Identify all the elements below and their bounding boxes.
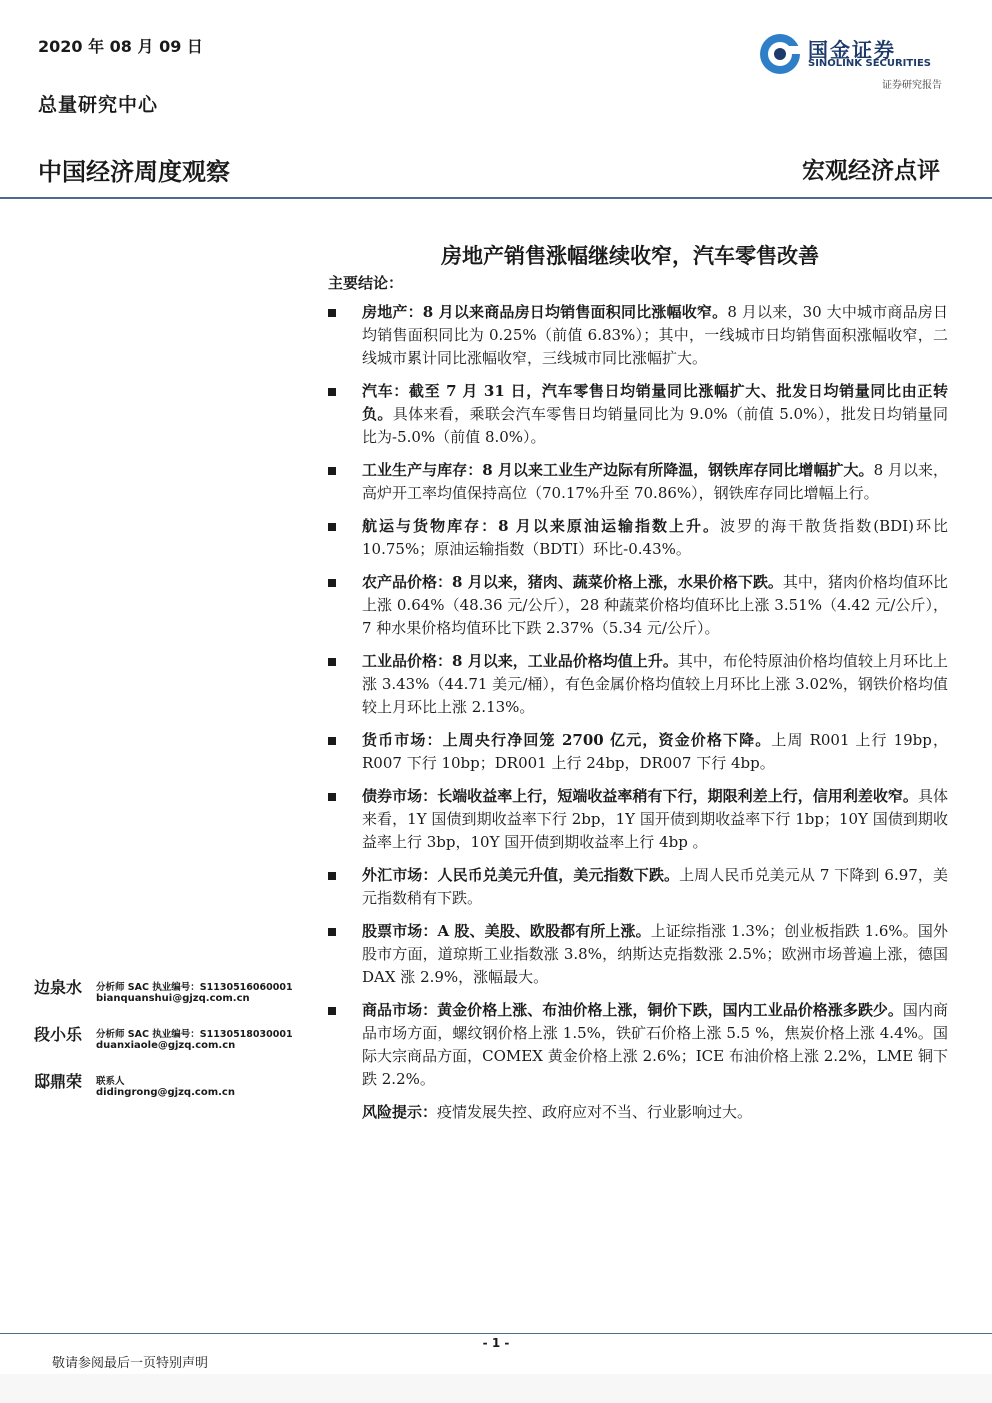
item-body: 上周人民币兑美元从 7 下降到 6.97，美元指数稍有下跌。 <box>362 866 948 907</box>
item-heading: 工业品价格：8 月以来，工业品价格均值上升。 <box>362 652 678 670</box>
list-item <box>328 999 948 1091</box>
series-title: 中国经济周度观察 <box>38 158 230 186</box>
bullet-icon <box>328 872 336 880</box>
item-body: 其中，猪肉价格均值环比上涨 0.64%（48.36 元/公斤），28 种蔬菜价格均值环比上涨 3.51%（4.42 元/公斤），7 种水果价格均值环比下跌 2.37%（5.34 元/公斤）。 <box>362 573 948 637</box>
risk-warning <box>328 1101 948 1124</box>
page-number: - 1 - <box>482 1336 510 1350</box>
analyst-name: 邸鼎荣 <box>34 1072 83 1091</box>
list-item <box>328 301 948 370</box>
analyst-card <box>34 1069 314 1116</box>
bullet-icon <box>328 523 336 531</box>
item-heading: 房地产：8 月以来商品房日均销售面积同比涨幅收窄。 <box>362 303 728 321</box>
header-divider <box>0 197 992 199</box>
item-heading: 债券市场：长端收益率上行，短端收益率稍有下行，期限利差上行，信用利差收窄。 <box>362 787 918 805</box>
report-date: 2020 年 08 月 09 日 <box>38 37 203 56</box>
analyst-role: 分析师 SAC 执业编号：S1130518030001 <box>96 1029 293 1040</box>
list-item <box>328 515 948 561</box>
list-item <box>328 920 948 989</box>
item-heading: 工业生产与库存：8 月以来工业生产边际有所降温，钢铁库存同比增幅扩大。 <box>362 461 874 479</box>
risk-label: 风险提示： <box>362 1103 438 1121</box>
analyst-card <box>34 975 314 1022</box>
bullet-icon <box>328 737 336 745</box>
item-body: 具体来看，1Y 国债到期收益率下行 2bp，1Y 国开债到期收益率下行 1bp；10Y 国债到期收益率上行 3bp，10Y 国开债到期收益率上行 4bp 。 <box>362 787 948 851</box>
bullet-icon <box>328 388 336 396</box>
analyst-role: 分析师 SAC 执业编号：S1130516060001 <box>96 982 293 993</box>
analyst-role: 联系人 <box>96 1076 125 1087</box>
list-item <box>328 650 948 719</box>
item-heading: 商品市场：黄金价格上涨、布油价格上涨，铜价下跌，国内工业品价格涨多跌少。 <box>362 1001 903 1019</box>
bullet-icon <box>328 928 336 936</box>
conclusion-list <box>328 301 948 1124</box>
bullet-icon <box>328 467 336 475</box>
list-item <box>328 380 948 449</box>
item-heading: 外汇市场：人民币兑美元升值，美元指数下跌。 <box>362 866 680 884</box>
report-category: 宏观经济点评 <box>802 157 940 184</box>
footer-bar <box>0 1374 992 1403</box>
item-body: 8 月以来，高炉开工率均值保持高位（70.17%升至 70.86%），钢铁库存同比增幅上行。 <box>362 461 948 502</box>
summary-label: 主要结论： <box>328 274 404 292</box>
analyst-name: 段小乐 <box>34 1025 83 1044</box>
list-item <box>328 571 948 640</box>
department: 总量研究中心 <box>38 94 159 116</box>
item-heading: 航运与货物库存：8 月以来原油运输指数上升。 <box>362 517 721 535</box>
bullet-icon <box>328 658 336 666</box>
bullet-icon <box>328 579 336 587</box>
analyst-list <box>34 975 314 1116</box>
item-body: 上周 R001 上行 19bp，R007 下行 10bp；DR001 上行 24bp，DR007 下行 4bp。 <box>362 731 948 772</box>
item-body: 其中，布伦特原油价格均值较上月环比上涨 3.43%（44.71 美元/桶），有色金属价格均值较上月环比上涨 3.02%，钢铁价格均值较上月环比上涨 2.13%。 <box>362 652 948 716</box>
item-heading: 股票市场：A 股、美股、欧股都有所上涨。 <box>362 922 651 940</box>
list-item <box>328 459 948 505</box>
analyst-name: 边泉水 <box>34 978 83 997</box>
analyst-email[interactable]: didingrong@gjzq.com.cn <box>96 1087 235 1098</box>
item-body: 上证综指涨 1.3%；创业板指跌 1.6%。国外股市方面，道琼斯工业指数涨 3.8%，纳斯达克指数涨 2.5%；欧洲市场普遍上涨，德国 DAX 涨 2.9%，涨幅最大。 <box>362 922 948 986</box>
footer-divider <box>0 1333 992 1334</box>
list-item <box>328 864 948 910</box>
risk-text: 疫情发展失控、政府应对不当、行业影响过大。 <box>437 1103 753 1121</box>
item-body: 8 月以来，30 大中城市商品房日均销售面积同比为 0.25%（前值 6.83%）；其中，一线城市日均销售面积涨幅收窄，二线城市累计同比涨幅收窄，三线城市同比涨幅扩大。 <box>362 303 948 367</box>
item-heading: 农产品价格：8 月以来，猪肉、蔬菜价格上涨，水果价格下跌。 <box>362 573 783 591</box>
logo-name-en: SINOLINK SECURITIES <box>808 58 931 69</box>
bullet-icon <box>328 1007 336 1015</box>
list-item <box>328 785 948 854</box>
bullet-icon <box>328 793 336 801</box>
analyst-email[interactable]: bianquanshui@gjzq.com.cn <box>96 993 250 1004</box>
analyst-card <box>34 1022 314 1069</box>
report-title: 房地产销售涨幅继续收窄，汽车零售改善 <box>441 243 819 268</box>
item-heading: 汽车：截至 7 月 31 日，汽车零售日均销量同比涨幅扩大、批发日均销量同比由正转负。 <box>362 382 948 423</box>
disclaimer-text: 敬请参阅最后一页特别声明 <box>52 1356 209 1371</box>
item-body: 国内商品市场方面，螺纹钢价格上涨 1.5%，铁矿石价格上涨 5.5 %，焦炭价格上涨 4.4%。国际大宗商品方面，COMEX 黄金价格上涨 2.6%；ICE 布油价格上涨 2.2%，LME 铜下跌 2.2%。 <box>362 1001 948 1088</box>
bullet-icon <box>328 309 336 317</box>
report-type-label: 证券研究报告 <box>882 80 942 91</box>
item-heading: 货币市场：上周央行净回笼 2700 亿元，资金价格下降。 <box>362 731 772 749</box>
logo-name-cn: 国金证券 <box>808 38 896 62</box>
item-body: 具体来看，乘联会汽车零售日均销量同比为 9.0%（前值 5.0%），批发日均销量同比为-5.0%（前值 8.0%）。 <box>362 405 948 446</box>
logo-emblem-icon <box>758 32 802 76</box>
company-logo <box>756 30 946 100</box>
list-item <box>328 729 948 775</box>
item-body: 波罗的海干散货指数(BDI)环比 10.75%；原油运输指数（BDTI）环比-0.43%。 <box>362 517 948 558</box>
analyst-email[interactable]: duanxiaole@gjzq.com.cn <box>96 1040 236 1051</box>
